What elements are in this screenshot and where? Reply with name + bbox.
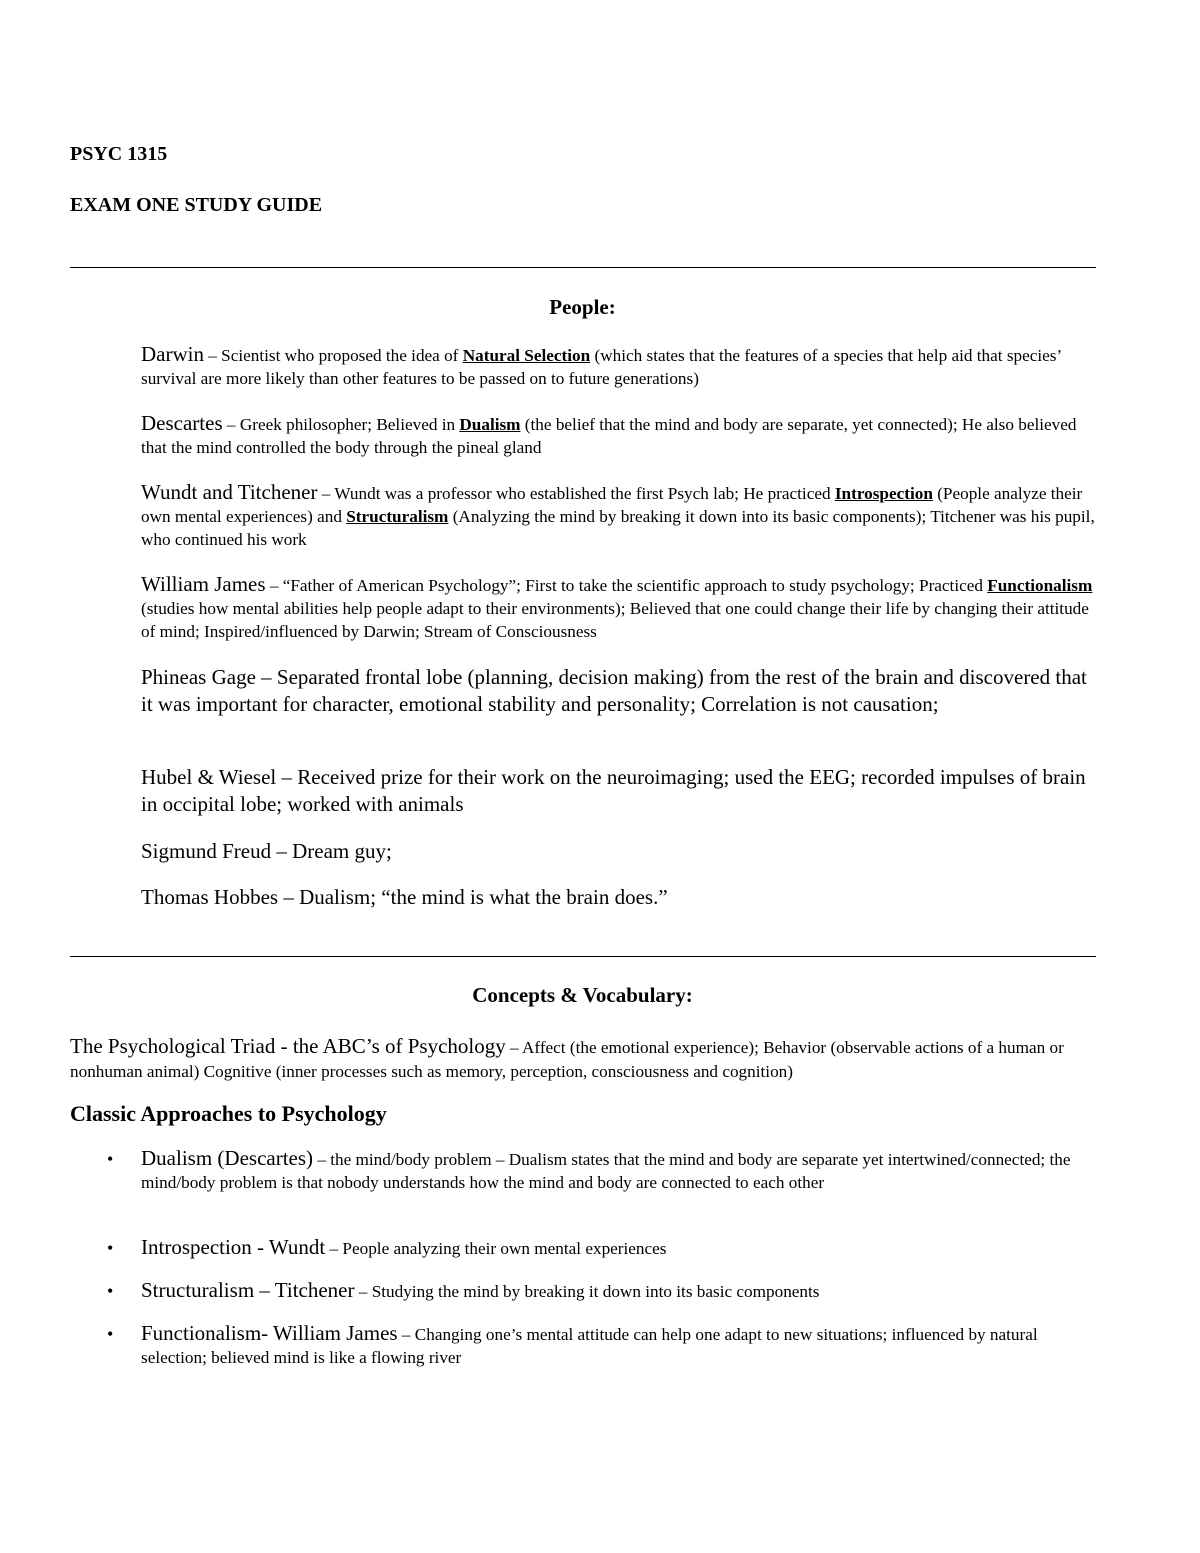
people-entry-sigmund-freud: Sigmund Freud – Dream guy; — [141, 839, 392, 863]
concepts-heading: Concepts & Vocabulary: — [472, 983, 693, 1007]
triad-desc: Affect (the emotional experience); Behavior (observable actions of a human or nonhuman animal) Cognitive (inner processes such as memory, perception, consciousness and cognition) — [70, 1038, 1064, 1081]
entry-term: Structuralism — [346, 507, 449, 526]
entry-text: Greek philosopher; Believed in — [239, 415, 460, 434]
approach-item-structuralism — [141, 1279, 1101, 1303]
approach-name: Introspection - Wundt — [141, 1235, 326, 1259]
divider-top — [70, 267, 1096, 268]
approach-desc: – the mind/body problem – Dualism states that the mind and body are separate yet intertwined/connected; the mind/body problem is that nobody understands how the mind and body are connected to each other — [141, 1150, 1071, 1192]
course-code: PSYC 1315 — [70, 143, 168, 165]
classic-approaches-heading: Classic Approaches to Psychology — [70, 1101, 387, 1126]
entry-text: (the belief that the mind and body are separate, yet connected); He also believed that the mind controlled the body through the pineal gland — [141, 415, 1077, 457]
entry-name: Wundt and Titchener — [141, 480, 318, 504]
approach-item-functionalism — [141, 1322, 1101, 1369]
triad-sep: – — [505, 1038, 522, 1057]
entry-text: “Father of American Psychology”; First to take the scientific approach to study psychology; Practiced — [282, 576, 988, 595]
bullet-icon: • — [107, 1281, 114, 1301]
entry-sep: – — [265, 576, 283, 595]
approach-item-dualism — [141, 1147, 1101, 1194]
entry-sep: – — [222, 415, 240, 434]
triad-name: The Psychological Triad - the ABC’s of Psychology — [70, 1034, 506, 1058]
entry-text: Scientist who proposed the idea of — [221, 346, 463, 365]
psychological-triad — [70, 1034, 1100, 1084]
approach-desc: – People analyzing their own mental experiences — [325, 1239, 667, 1258]
approach-name: Structuralism – Titchener — [141, 1278, 355, 1302]
approach-desc: – Studying the mind by breaking it down into its basic components — [354, 1282, 820, 1301]
approach-item-introspection — [141, 1236, 1101, 1260]
people-entry-hubel-wiesel: Hubel & Wiesel – Received prize for their work on the neuroimaging; used the EEG; recorded impulses of brain in occipital lobe; worked with animals — [141, 765, 1086, 816]
approach-name: Functionalism- William James — [141, 1321, 398, 1345]
entry-term: Natural Selection — [462, 346, 591, 365]
document-title: EXAM ONE STUDY GUIDE — [70, 194, 323, 216]
entry-term: Introspection — [834, 484, 933, 503]
entry-text: (Analyzing the mind by breaking it down into its basic components); Titchener was his pupil, who continued his work — [141, 507, 1095, 549]
people-heading: People: — [549, 295, 616, 319]
entry-name: Descartes — [141, 411, 223, 435]
people-entry-phineas-gage: Phineas Gage – Separated frontal lobe (planning, decision making) from the rest of the brain and discovered that it was important for character, emotional stability and personality; Correlation is not causation; — [141, 665, 1087, 716]
people-entry-thomas-hobbes: Thomas Hobbes – Dualism; “the mind is what the brain does.” — [141, 885, 668, 909]
entry-sep: – — [203, 346, 222, 365]
entry-sep: – — [317, 484, 335, 503]
approach-desc: – Changing one’s mental attitude can help one adapt to new situations; influenced by natural selection; believed mind is like a flowing river — [141, 1325, 1038, 1367]
people-entry-descartes — [141, 412, 1101, 459]
divider-middle — [70, 956, 1096, 957]
entry-text: Wundt was a professor who established the first Psych lab; He practiced — [334, 484, 835, 503]
entry-term: Dualism — [459, 415, 521, 434]
entry-text: (People analyze their own mental experiences) and — [141, 484, 1083, 526]
entry-name: Darwin — [141, 342, 204, 366]
people-entry-darwin — [141, 343, 1101, 390]
bullet-icon: • — [107, 1149, 114, 1169]
people-entry-wundt-titchener — [141, 481, 1101, 551]
approach-name: Dualism (Descartes) — [141, 1146, 314, 1170]
entry-name: William James — [141, 572, 266, 596]
entry-text: (which states that the features of a species that help aid that species’ survival are more likely than other features to be passed on to future generations) — [141, 346, 1061, 388]
bullet-icon: • — [107, 1324, 114, 1344]
bullet-icon: • — [107, 1238, 114, 1258]
entry-term: Functionalism — [987, 576, 1093, 595]
people-entry-william-james — [141, 573, 1101, 643]
entry-text: (studies how mental abilities help people adapt to their environments); Believed that one could change their life by changing their attitude of mind; Inspired/influenced by Darwin; Stream of Consciousness — [141, 599, 1089, 641]
